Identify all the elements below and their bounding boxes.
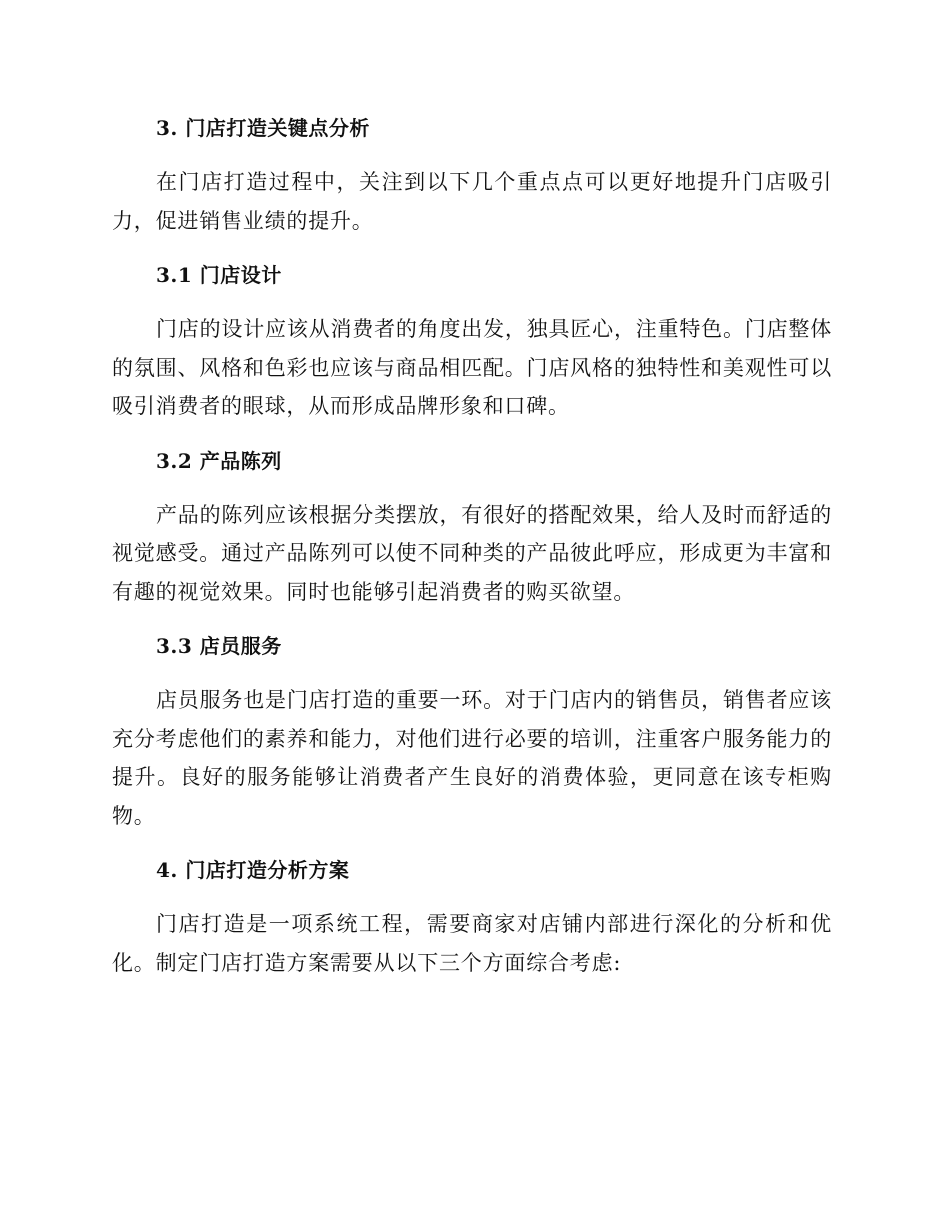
section-heading-4: 4. 门店打造分析方案 <box>156 858 350 882</box>
section-paragraph-3: 在门店打造过程中，关注到以下几个重点点可以更好地提升门店吸引力，促进销售业绩的提升。 <box>112 170 832 233</box>
document-content <box>112 110 832 999</box>
section-paragraph-3-3: 店员服务也是门店打造的重要一环。对于门店内的销售员，销售者应该充分考虑他们的素养和能力，对他们进行必要的培训，注重客户服务能力的提升。良好的服务能够让消费者产生良好的消费体验，更同意在该专柜购物。 <box>112 688 832 828</box>
section-paragraph-4: 门店打造是一项系统工程，需要商家对店铺内部进行深化的分析和优化。制定门店打造方案需要从以下三个方面综合考虑: <box>112 912 832 975</box>
section-heading-3-2: 3.2 产品陈列 <box>156 448 282 473</box>
section-paragraph-3-1: 门店的设计应该从消费者的角度出发，独具匠心，注重特色。门店整体的氛围、风格和色彩也应该与商品相匹配。门店风格的独特性和美观性可以吸引消费者的眼球，从而形成品牌形象和口碑。 <box>112 317 832 418</box>
section-paragraph-3-2: 产品的陈列应该根据分类摆放，有很好的搭配效果，给人及时而舒适的视觉感受。通过产品陈列可以使不同种类的产品彼此呼应，形成更为丰富和有趣的视觉效果。同时也能够引起消费者的购买欲望。 <box>112 502 832 604</box>
section-heading-3: 3. 门店打造关键点分析 <box>156 116 370 140</box>
section-heading-3-1: 3.1 门店设计 <box>156 263 282 287</box>
section-heading-3-3: 3.3 店员服务 <box>156 634 282 658</box>
